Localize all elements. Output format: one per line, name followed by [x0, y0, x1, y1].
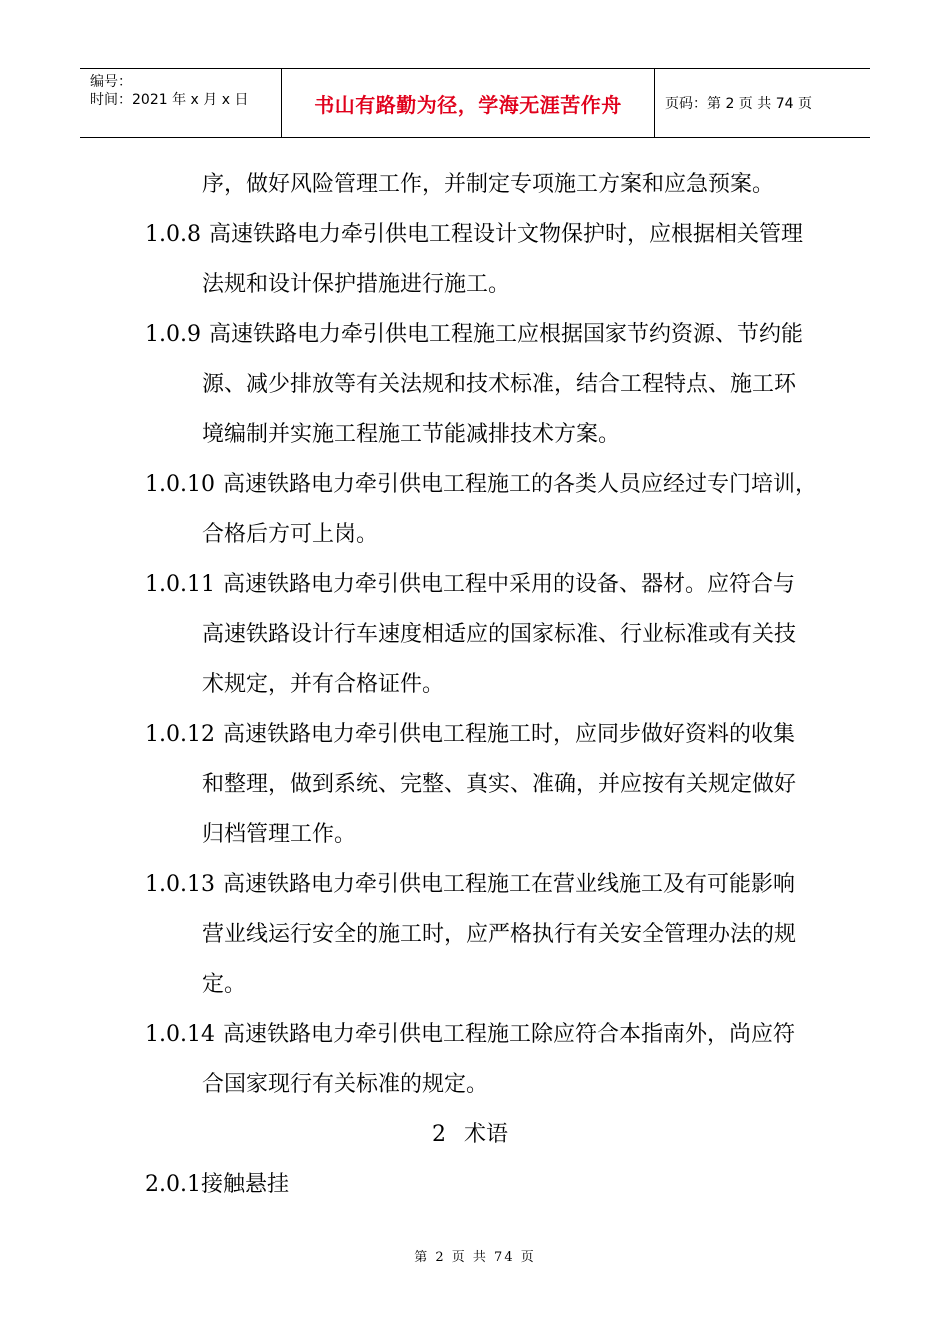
clause-text: 合格后方可上岗。 — [202, 522, 379, 547]
paragraph — [145, 860, 825, 1010]
clause-text: 高速铁路电力牵引供电工程设计文物保护时，应根据相关管理 — [208, 222, 803, 247]
clause-text: 高速铁路电力牵引供电工程施工时，应同步做好资料的收集 — [222, 722, 795, 747]
clause-text: 高速铁路电力牵引供电工程施工在营业线施工及有可能影响 — [222, 872, 795, 897]
document-body — [145, 160, 825, 1210]
paragraph-line — [145, 560, 825, 610]
section-title: 术语 — [463, 1122, 508, 1147]
section-heading — [145, 1110, 825, 1160]
clause-number: 1.0.10 — [145, 472, 215, 497]
paragraph-line — [145, 760, 825, 810]
clause-number: 1.0.12 — [145, 722, 215, 747]
header-time-label: 时间：2021 年 x 月 x 日 — [90, 92, 249, 108]
clause-text: 术规定，并有合格证件。 — [202, 672, 445, 697]
paragraph-line — [145, 510, 825, 560]
paragraph — [145, 310, 825, 460]
clause-number: 1.0.14 — [145, 1022, 215, 1047]
paragraph-line — [145, 1060, 825, 1110]
header-page-label: 页码：第 2 页 共 74 页 — [665, 96, 812, 112]
paragraph — [145, 460, 825, 560]
paragraph — [145, 1010, 825, 1110]
paragraph-line — [145, 660, 825, 710]
header-motto: 书山有路勤为径，学海无涯苦作舟 — [282, 69, 655, 137]
paragraph-line — [145, 360, 825, 410]
paragraph-line — [145, 1010, 825, 1060]
clause-text: 高速铁路设计行车速度相适应的国家标准、行业标准或有关技 — [202, 622, 797, 647]
clause-text: 定。 — [202, 972, 247, 997]
paragraph-line — [145, 260, 825, 310]
clause-text: 归档管理工作。 — [202, 822, 357, 847]
clause-text: 合国家现行有关标准的规定。 — [202, 1072, 489, 1097]
paragraph-line — [145, 160, 825, 210]
paragraph-line — [145, 860, 825, 910]
paragraph-line — [145, 460, 825, 510]
paragraph — [145, 160, 825, 210]
clause-text: 高速铁路电力牵引供电工程中采用的设备、器材。应符合与 — [222, 572, 795, 597]
term-heading — [145, 1160, 825, 1210]
clause-text: 境编制并实施工程施工节能减排技术方案。 — [202, 422, 621, 447]
paragraph-line — [145, 210, 825, 260]
paragraph-list — [145, 160, 825, 1110]
clause-number: 1.0.13 — [145, 872, 215, 897]
term-number: 2.0.1 — [145, 1172, 201, 1197]
header-meta — [80, 69, 282, 137]
clause-number: 1.0.11 — [145, 572, 215, 597]
paragraph — [145, 210, 825, 310]
clause-text: 高速铁路电力牵引供电工程施工应根据国家节约资源、节约能 — [208, 322, 803, 347]
clause-text: 和整理，做到系统、完整、真实、准确，并应按有关规定做好 — [202, 772, 797, 797]
page-footer: 第 2 页 共 74 页 — [414, 1250, 536, 1265]
clause-number: 1.0.8 — [145, 222, 201, 247]
clause-text: 源、减少排放等有关法规和技术标准，结合工程特点、施工环 — [202, 372, 797, 397]
paragraph-line — [145, 960, 825, 1010]
header-number-label: 编号： — [90, 74, 132, 90]
paragraph — [145, 560, 825, 710]
section-number: 2 — [431, 1122, 446, 1147]
paragraph-line — [145, 710, 825, 760]
clause-text: 序，做好风险管理工作，并制定专项施工方案和应急预案。 — [202, 172, 775, 197]
clause-text: 高速铁路电力牵引供电工程施工除应符合本指南外，尚应符 — [222, 1022, 795, 1047]
document-header — [80, 68, 870, 138]
paragraph-line — [145, 910, 825, 960]
paragraph-line — [145, 410, 825, 460]
clause-text: 营业线运行安全的施工时，应严格执行有关安全管理办法的规 — [202, 922, 797, 947]
paragraph-line — [145, 610, 825, 660]
paragraph — [145, 710, 825, 860]
paragraph-line — [145, 310, 825, 360]
clause-number: 1.0.9 — [145, 322, 201, 347]
clause-text: 法规和设计保护措施进行施工。 — [202, 272, 511, 297]
paragraph-line — [145, 810, 825, 860]
term-title: 接触悬挂 — [200, 1172, 289, 1197]
clause-text: 高速铁路电力牵引供电工程施工的各类人员应经过专门培训， — [222, 472, 817, 497]
